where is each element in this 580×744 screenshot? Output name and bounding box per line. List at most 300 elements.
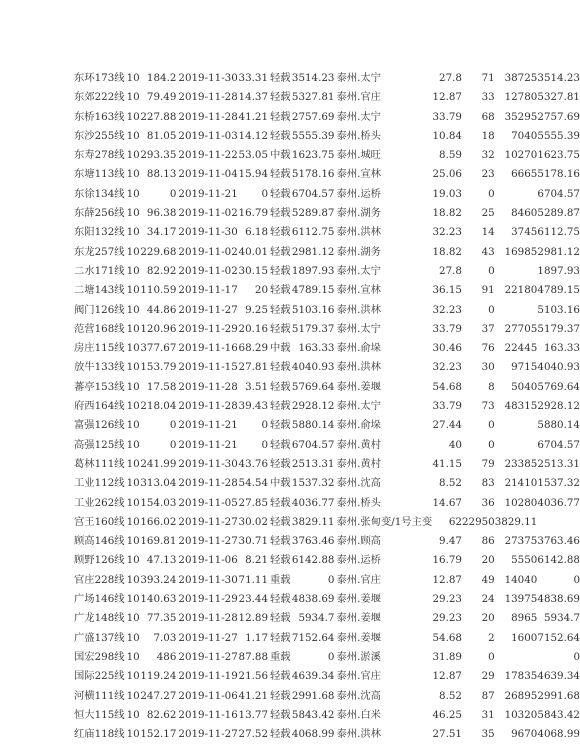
load-rate-cell: 0 bbox=[261, 438, 269, 451]
user-count-cell: 71 bbox=[481, 72, 495, 84]
current-cell: 293.35 bbox=[140, 149, 177, 162]
user-count-cell: 83 bbox=[481, 477, 495, 490]
substation-cell: 泰州.桥头 bbox=[336, 129, 381, 142]
voltage-cell: 10 bbox=[126, 110, 140, 123]
date-cell: 2019-11-28 bbox=[178, 477, 238, 490]
load-rate-cell: 87.88 bbox=[238, 650, 269, 663]
line-name-cell: 红庙118线 bbox=[74, 728, 125, 741]
current-cell: 82.92 bbox=[146, 264, 177, 277]
capacity-cell: 4639.34 bbox=[291, 670, 335, 683]
capacity-cell: 3829.11 bbox=[291, 515, 335, 528]
line-name-cell: 蕃亭153线 bbox=[74, 380, 125, 393]
date-cell: 2019-11-02 bbox=[178, 207, 238, 220]
capacity-cell: 5103.16 bbox=[291, 303, 335, 316]
cable-length-cell: 14.67 bbox=[432, 496, 462, 509]
user-count-cell: 8 bbox=[488, 380, 495, 393]
voltage-cell: 10 bbox=[126, 91, 140, 104]
table-row bbox=[74, 397, 580, 416]
load-rate-cell: 16.79 bbox=[238, 207, 269, 220]
date-cell: 2019-11-02 bbox=[178, 245, 238, 258]
load-rate-cell: 41.21 bbox=[238, 110, 269, 123]
substation-cell: 泰州.顾高 bbox=[336, 535, 381, 548]
load-rate-cell: 14.37 bbox=[238, 91, 269, 104]
energy-cell: 21410 bbox=[504, 477, 538, 490]
voltage-cell: 10 bbox=[126, 689, 140, 702]
load-status-cell: 轻载 bbox=[270, 438, 291, 451]
load-status-cell: 轻载 bbox=[270, 631, 291, 644]
cable-length-cell: 12.87 bbox=[432, 573, 462, 586]
current-cell: 169.81 bbox=[140, 535, 177, 548]
user-count-cell: 14 bbox=[481, 226, 495, 239]
line-name-cell: 顾高146线 bbox=[74, 535, 125, 548]
substation-cell: 泰州.湖务 bbox=[336, 207, 381, 220]
cable-length-cell: 27.51 bbox=[432, 728, 462, 741]
load-status-cell: 轻载 bbox=[270, 670, 291, 683]
capacity-cell: 1623.75 bbox=[291, 149, 335, 162]
capacity-cell: 2513.31 bbox=[291, 457, 335, 470]
user-count-cell: 2 bbox=[488, 631, 495, 644]
line-name-cell: 国际225线 bbox=[74, 670, 125, 683]
current-cell: 7.03 bbox=[153, 631, 177, 644]
cable-length-cell: 33.79 bbox=[432, 322, 462, 335]
cable-length-cell: 19.03 bbox=[432, 187, 462, 200]
load-status-cell: 轻载 bbox=[270, 380, 291, 393]
spare-capacity-cell: 4068.99 bbox=[537, 728, 580, 741]
user-count-cell: 76 bbox=[481, 342, 495, 355]
current-cell: 241.99 bbox=[140, 457, 177, 470]
load-status-cell: 轻载 bbox=[270, 322, 291, 335]
load-status-cell: 轻载 bbox=[270, 264, 291, 277]
current-cell: 88.13 bbox=[146, 168, 177, 181]
user-count-cell: 23 bbox=[481, 168, 495, 181]
capacity-cell: 5327.81 bbox=[291, 91, 335, 104]
load-rate-cell: 0 bbox=[261, 187, 269, 200]
capacity-cell: 2757.69 bbox=[291, 110, 335, 123]
user-count-cell: 22950 bbox=[461, 515, 495, 528]
load-rate-cell: 23.44 bbox=[238, 593, 269, 606]
spare-capacity-cell: 5178.16 bbox=[537, 168, 580, 181]
table-row bbox=[74, 339, 580, 358]
current-cell: 17.58 bbox=[146, 380, 177, 393]
table-row bbox=[74, 513, 580, 532]
table-row bbox=[74, 706, 580, 725]
capacity-cell: 6112.75 bbox=[291, 226, 335, 239]
date-cell: 2019-11-30 bbox=[178, 72, 238, 84]
energy-cell: 3829.11 bbox=[494, 515, 538, 528]
load-rate-cell: 40.01 bbox=[238, 245, 269, 258]
current-cell: 393.24 bbox=[140, 573, 177, 586]
current-cell: 119.24 bbox=[140, 670, 177, 683]
table-row bbox=[74, 262, 580, 281]
cable-length-cell: 12.87 bbox=[432, 91, 462, 104]
load-status-cell: 轻载 bbox=[270, 612, 291, 625]
date-cell: 2019-11-06 bbox=[178, 689, 238, 702]
date-cell: 2019-11-27 bbox=[178, 303, 238, 316]
spare-capacity-cell: 5289.87 bbox=[537, 207, 580, 220]
user-count-cell: 87 bbox=[481, 689, 495, 702]
date-cell: 2019-11-21 bbox=[178, 419, 238, 432]
capacity-cell: 4040.93 bbox=[291, 361, 335, 374]
load-status-cell: 轻载 bbox=[270, 91, 291, 104]
table-row bbox=[74, 455, 580, 474]
substation-cell: 泰州.沈高 bbox=[336, 477, 381, 490]
capacity-cell: 7152.64 bbox=[291, 631, 335, 644]
voltage-cell: 10 bbox=[126, 650, 140, 663]
substation-cell: 泰州.官庄 bbox=[336, 670, 381, 683]
spare-capacity-cell: 4639.34 bbox=[537, 670, 580, 683]
date-cell: 2019-11-28 bbox=[178, 400, 238, 413]
line-name-cell: 二塘143线 bbox=[74, 284, 125, 297]
user-count-cell: 86 bbox=[481, 535, 495, 548]
load-status-cell: 轻载 bbox=[270, 110, 291, 123]
date-cell: 2019-11-17 bbox=[178, 284, 238, 297]
substation-cell: 泰州.黄村 bbox=[336, 438, 381, 451]
substation-cell: 泰州.姜堰 bbox=[336, 380, 381, 393]
line-name-cell: 广盛137线 bbox=[74, 631, 125, 644]
spare-capacity-cell: 1897.93 bbox=[537, 264, 580, 277]
energy-cell bbox=[495, 648, 538, 667]
spare-capacity-cell: 2981.12 bbox=[537, 245, 580, 258]
current-cell: 96.38 bbox=[146, 207, 177, 220]
spare-capacity-cell: 6704.57 bbox=[537, 438, 580, 451]
energy-cell: 27705 bbox=[504, 322, 538, 335]
load-status-cell: 中载 bbox=[270, 477, 291, 490]
load-status-cell: 重载 bbox=[270, 650, 291, 663]
user-count-cell: 0 bbox=[488, 303, 495, 316]
voltage-cell: 10 bbox=[126, 728, 140, 741]
table-row bbox=[74, 551, 580, 570]
spare-capacity-cell: 6112.75 bbox=[537, 226, 580, 239]
date-cell: 2019-11-30 bbox=[178, 226, 238, 239]
user-count-cell: 20 bbox=[481, 612, 495, 625]
current-cell: 247.27 bbox=[140, 689, 177, 702]
voltage-cell: 10 bbox=[126, 515, 140, 528]
table-row bbox=[74, 69, 580, 88]
load-status-cell: 轻载 bbox=[270, 689, 291, 702]
current-cell: 47.13 bbox=[146, 554, 177, 567]
date-cell: 2019-11-21 bbox=[178, 438, 238, 451]
user-count-cell: 49 bbox=[481, 573, 495, 586]
current-cell: 227.88 bbox=[140, 110, 177, 123]
voltage-cell: 10 bbox=[126, 477, 140, 490]
user-count-cell: 91 bbox=[481, 284, 495, 297]
date-cell: 2019-11-28 bbox=[178, 91, 238, 104]
load-rate-cell: 20 bbox=[254, 284, 269, 297]
energy-cell: 3745 bbox=[511, 226, 538, 239]
spare-capacity-cell: 5103.16 bbox=[537, 303, 580, 316]
table-row bbox=[74, 629, 580, 648]
date-cell: 2019-11-27 bbox=[178, 535, 238, 548]
spare-capacity-cell: 4036.77 bbox=[537, 496, 580, 509]
cable-length-cell: 62 bbox=[448, 515, 462, 528]
line-name-cell: 富强126线 bbox=[74, 419, 125, 432]
load-rate-cell: 0 bbox=[261, 419, 269, 432]
load-status-cell: 中载 bbox=[270, 342, 291, 355]
spare-capacity-cell bbox=[537, 513, 580, 532]
line-name-cell: 东塘113线 bbox=[74, 168, 125, 181]
line-name-cell: 范营168线 bbox=[74, 322, 125, 335]
load-rate-cell: 12.89 bbox=[238, 612, 269, 625]
spare-capacity-cell: 4838.69 bbox=[537, 593, 580, 606]
energy-cell: 26895 bbox=[504, 689, 538, 702]
voltage-cell: 10 bbox=[126, 322, 140, 335]
load-status-cell: 轻载 bbox=[270, 708, 291, 721]
substation-cell: 泰州.洪林 bbox=[336, 226, 381, 239]
load-rate-cell: 43.76 bbox=[238, 457, 269, 470]
table-row bbox=[74, 223, 580, 242]
voltage-cell: 10 bbox=[126, 187, 140, 200]
substation-cell: 泰州.俞垛 bbox=[336, 419, 381, 432]
load-rate-cell: 6.18 bbox=[245, 226, 269, 239]
capacity-cell: 6704.57 bbox=[291, 187, 335, 200]
table-row bbox=[74, 281, 580, 300]
substation-cell: 泰州.太宁 bbox=[336, 110, 381, 123]
energy-cell: 5550 bbox=[511, 554, 538, 567]
load-status-cell: 轻载 bbox=[270, 361, 291, 374]
energy-cell: 13975 bbox=[504, 593, 538, 606]
voltage-cell: 10 bbox=[126, 400, 140, 413]
energy-cell: 27375 bbox=[504, 535, 538, 548]
user-count-cell: 29 bbox=[481, 670, 495, 683]
spare-capacity-cell: 2757.69 bbox=[537, 110, 580, 123]
substation-cell: 泰州.姜堰 bbox=[336, 593, 381, 606]
voltage-cell: 10 bbox=[126, 129, 140, 142]
user-count-cell: 0 bbox=[488, 438, 495, 451]
cable-length-cell: 18.82 bbox=[432, 207, 462, 220]
cable-length-cell: 31.89 bbox=[432, 650, 462, 663]
current-cell: 377.67 bbox=[140, 342, 177, 355]
line-name-cell: 广龙148线 bbox=[74, 612, 125, 625]
spare-capacity-cell: 5843.42 bbox=[537, 708, 580, 721]
voltage-cell: 10 bbox=[126, 670, 140, 683]
spare-capacity-cell: 3514.23 bbox=[537, 72, 580, 84]
user-count-cell: 37 bbox=[481, 322, 495, 335]
cable-length-cell: 8.59 bbox=[439, 149, 462, 162]
energy-cell: 8460 bbox=[511, 207, 538, 220]
load-status-cell: 轻载 bbox=[270, 593, 291, 606]
date-cell: 2019-11-27 bbox=[178, 631, 238, 644]
spare-capacity-cell: 0 bbox=[573, 573, 580, 586]
energy-cell: 8965 bbox=[511, 612, 538, 625]
date-cell: 2019-11-30 bbox=[178, 457, 238, 470]
capacity-cell: 4838.69 bbox=[291, 593, 335, 606]
line-name-cell: 葛林111线 bbox=[74, 457, 125, 470]
load-rate-cell: 1.17 bbox=[245, 631, 269, 644]
cable-length-cell: 8.52 bbox=[439, 689, 462, 702]
table-row bbox=[74, 378, 580, 397]
spare-capacity-cell: 2513.31 bbox=[537, 457, 580, 470]
date-cell: 2019-11-19 bbox=[178, 670, 238, 683]
line-name-cell: 广场146线 bbox=[74, 593, 125, 606]
cable-length-cell: 54.68 bbox=[432, 631, 462, 644]
capacity-cell: 6142.88 bbox=[291, 554, 335, 567]
line-name-cell: 顾野126线 bbox=[74, 554, 125, 567]
table-row bbox=[74, 88, 580, 107]
energy-cell: 10280 bbox=[504, 496, 538, 509]
energy-cell: 12780 bbox=[504, 91, 538, 104]
line-name-cell: 东沙255线 bbox=[74, 129, 125, 142]
spare-capacity-cell: 7152.64 bbox=[537, 631, 580, 644]
voltage-cell: 10 bbox=[126, 708, 140, 721]
spare-capacity-cell: 2928.12 bbox=[537, 400, 580, 413]
user-count-cell: 35 bbox=[481, 728, 495, 741]
load-status-cell: 轻载 bbox=[270, 303, 291, 316]
voltage-cell: 10 bbox=[126, 631, 140, 644]
load-status-cell: 轻载 bbox=[270, 207, 291, 220]
spare-capacity-cell: 4789.15 bbox=[537, 284, 580, 297]
voltage-cell: 10 bbox=[126, 535, 140, 548]
current-cell: 110.59 bbox=[140, 284, 177, 297]
capacity-cell: 5934.7 bbox=[298, 612, 335, 625]
user-count-cell: 32 bbox=[481, 149, 495, 162]
load-rate-cell: 27.81 bbox=[238, 361, 269, 374]
load-rate-cell: 30.15 bbox=[238, 264, 269, 277]
substation-cell: 泰州.官庄 bbox=[336, 91, 381, 104]
table-row bbox=[74, 494, 580, 513]
capacity-cell: 1537.32 bbox=[291, 477, 335, 490]
load-status-cell: 轻载 bbox=[270, 419, 291, 432]
load-status-cell: 重载 bbox=[270, 573, 291, 586]
load-status-cell: 轻载 bbox=[270, 535, 291, 548]
current-cell: 0 bbox=[169, 438, 177, 451]
current-cell: 44.86 bbox=[146, 303, 177, 316]
substation-cell: 泰州.洪林 bbox=[336, 361, 381, 374]
table-row bbox=[74, 474, 580, 493]
substation-cell: 泰州.白米 bbox=[336, 708, 381, 721]
user-count-cell: 33 bbox=[481, 91, 495, 104]
voltage-cell: 10 bbox=[126, 149, 140, 162]
substation-cell: 泰州.洪林 bbox=[336, 303, 381, 316]
capacity-cell: 3763.46 bbox=[291, 535, 335, 548]
user-count-cell: 73 bbox=[481, 400, 495, 413]
load-status-cell: 轻载 bbox=[270, 457, 291, 470]
cable-length-cell: 41.15 bbox=[432, 457, 462, 470]
energy-cell: 10270 bbox=[504, 149, 538, 162]
load-status-cell: 轻载 bbox=[270, 72, 291, 84]
current-cell: 152.17 bbox=[140, 728, 177, 741]
load-rate-cell: 21.56 bbox=[238, 670, 269, 683]
table-row bbox=[74, 648, 580, 667]
line-name-cell: 东郊222线 bbox=[74, 91, 125, 104]
user-count-cell: 31 bbox=[481, 708, 495, 721]
user-count-cell: 18 bbox=[481, 129, 495, 142]
date-cell: 2019-11-21 bbox=[178, 187, 238, 200]
spare-capacity-cell: 2991.68 bbox=[537, 689, 580, 702]
cable-length-cell: 30.46 bbox=[432, 342, 462, 355]
cable-length-cell: 29.23 bbox=[432, 612, 462, 625]
energy-cell: 9715 bbox=[511, 361, 538, 374]
load-rate-cell: 20.16 bbox=[238, 322, 269, 335]
load-rate-cell: 68.29 bbox=[238, 342, 269, 355]
table-row bbox=[74, 204, 580, 223]
load-rate-cell: 71.11 bbox=[238, 573, 269, 586]
date-cell: 2019-11-22 bbox=[178, 149, 238, 162]
substation-cell: 泰州.运桥 bbox=[336, 554, 381, 567]
spare-capacity-cell: 4040.93 bbox=[537, 361, 580, 374]
spare-capacity-cell: 1537.32 bbox=[537, 477, 580, 490]
table-row bbox=[74, 416, 580, 435]
cable-length-cell: 8.52 bbox=[439, 477, 462, 490]
substation-cell: 泰州.城旺 bbox=[336, 149, 381, 162]
capacity-cell: 5289.87 bbox=[291, 207, 335, 220]
spare-capacity-cell: 5327.81 bbox=[537, 91, 580, 104]
spare-capacity-cell: 5934.7 bbox=[543, 612, 580, 625]
spare-capacity-cell: 3763.46 bbox=[537, 535, 580, 548]
cable-length-cell: 10.84 bbox=[432, 129, 462, 142]
load-rate-cell: 27.85 bbox=[238, 496, 269, 509]
line-name-cell: 工业262线 bbox=[74, 496, 125, 509]
table-row bbox=[74, 127, 580, 146]
table-row bbox=[74, 687, 580, 706]
voltage-cell: 10 bbox=[126, 573, 140, 586]
date-cell: 2019-11-03 bbox=[178, 129, 238, 142]
line-name-cell: 官庄228线 bbox=[74, 573, 125, 586]
table-row bbox=[74, 165, 580, 184]
substation-cell: 泰州.姜堰 bbox=[336, 612, 381, 625]
date-cell: 2019-11-30 bbox=[178, 573, 238, 586]
date-cell: 2019-11-28 bbox=[178, 612, 238, 625]
user-count-cell: 68 bbox=[481, 110, 495, 123]
table-row bbox=[74, 146, 580, 165]
line-name-cell: 恒大115线 bbox=[74, 708, 125, 721]
load-rate-cell: 30.71 bbox=[238, 535, 269, 548]
line-name-cell: 放牛133线 bbox=[74, 361, 125, 374]
energy-cell: 35295 bbox=[504, 110, 538, 123]
capacity-cell: 5179.37 bbox=[291, 322, 335, 335]
date-cell: 2019-11-27 bbox=[178, 650, 238, 663]
energy-cell bbox=[495, 416, 538, 435]
load-rate-cell: 41.21 bbox=[238, 689, 269, 702]
date-cell: 2019-11-02 bbox=[178, 264, 238, 277]
voltage-cell: 10 bbox=[126, 496, 140, 509]
load-rate-cell: 13.77 bbox=[238, 708, 269, 721]
line-name-cell: 高强125线 bbox=[74, 438, 125, 451]
date-cell: 2019-11-29 bbox=[178, 322, 238, 335]
line-name-cell: 东环173线 bbox=[74, 72, 125, 84]
cable-length-cell: 36.15 bbox=[432, 284, 462, 297]
current-cell: 184.2 bbox=[146, 72, 177, 84]
substation-cell: 泰州.俞垛 bbox=[336, 342, 381, 355]
load-rate-cell: 3.51 bbox=[245, 380, 269, 393]
load-rate-cell: 9.25 bbox=[245, 303, 269, 316]
capacity-cell: 4036.77 bbox=[291, 496, 335, 509]
spare-capacity-cell: 5769.64 bbox=[537, 380, 580, 393]
energy-cell bbox=[495, 436, 538, 455]
energy-cell bbox=[495, 301, 538, 320]
user-count-cell: 0 bbox=[488, 264, 495, 277]
line-name-cell: 房庄115线 bbox=[74, 342, 125, 355]
cable-length-cell: 18.82 bbox=[432, 245, 462, 258]
substation-cell: 泰州.官庄 bbox=[336, 573, 381, 586]
energy-cell: 17835 bbox=[504, 670, 538, 683]
line-name-cell: 宫王160线 bbox=[74, 515, 125, 528]
voltage-cell: 10 bbox=[126, 264, 140, 277]
substation-cell: 泰州.桥头 bbox=[336, 496, 381, 509]
current-cell: 77.35 bbox=[146, 612, 177, 625]
current-cell: 486 bbox=[156, 650, 177, 663]
date-cell: 2019-11-16 bbox=[178, 708, 238, 721]
voltage-cell: 10 bbox=[126, 419, 140, 432]
cable-length-cell: 33.79 bbox=[432, 110, 462, 123]
energy-cell: 6665 bbox=[511, 168, 538, 181]
date-cell: 2019-11-28 bbox=[178, 380, 238, 393]
load-rate-cell: 14.12 bbox=[238, 129, 269, 142]
line-name-cell: 阀门126线 bbox=[74, 303, 125, 316]
load-status-cell: 轻载 bbox=[270, 496, 291, 509]
date-cell: 2019-11-05 bbox=[178, 496, 238, 509]
current-cell: 140.63 bbox=[140, 593, 177, 606]
capacity-cell: 0 bbox=[327, 573, 335, 586]
